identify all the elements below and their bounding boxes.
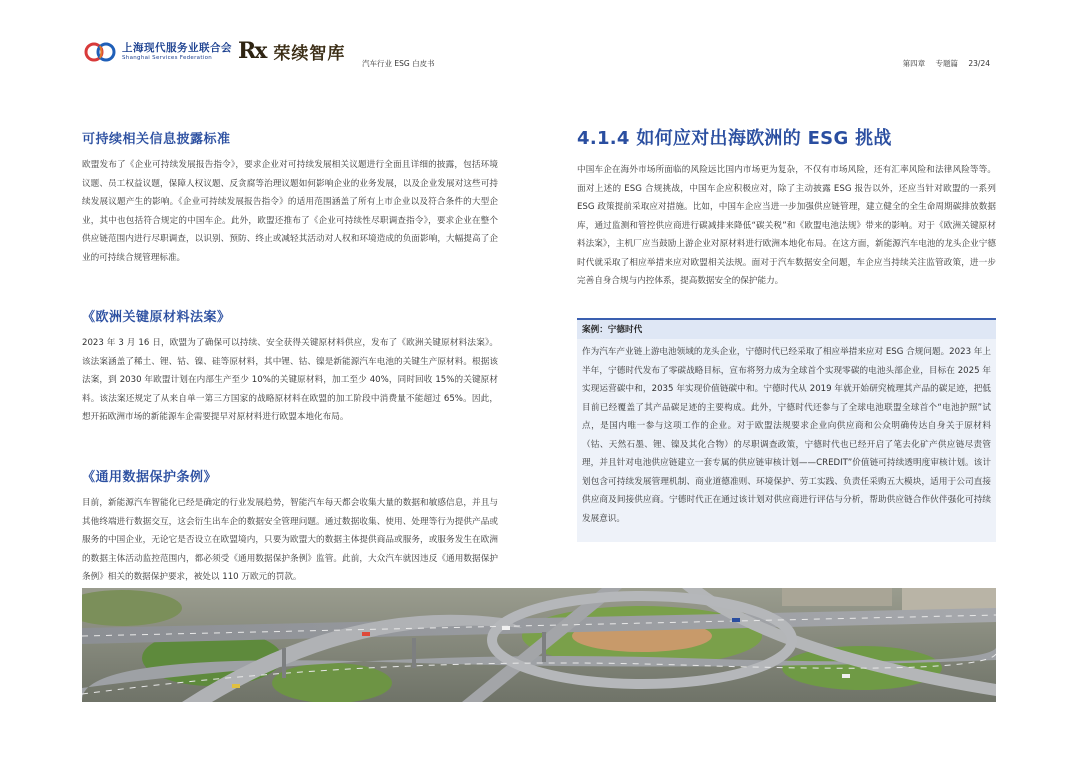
main-heading: 4.1.4 如何应对出海欧洲的 ESG 挑战	[577, 128, 892, 149]
case-study-body: 作为汽车产业链上游电池领域的龙头企业，宁德时代已经采取了相应举措来应对 ESG 合规问题。2023 年上半年，宁德时代发布了零碳战略目标，宣布将努力成为全球首个实现零碳的电池头部企业，目标在 2025 年实现运营碳中和，2035 年实现价值链碳中和。宁德时代从 2019 年就开始研究梳理其产品的碳足迹，把低目前已经覆盖了其产品碳足迹的主要构成。此外，宁德时代还参与了全球电池联盟全球首个“电池护照”试点，是国内唯一参与这项工作的企业。对于欧盟法规要求企业向供应商和公众明确传达自身关于原材料（钴、天然石墨、锂、镍及其化合物）的尽职调查政策，宁德时代也已经开启了笔去化矿产供应链尽责管理，并且针对电池供应链建立一套专属的供应链审核计划——CREDIT”价值链可持续透明度审核计划。该计划包含可持续发展管理机制、商业道德准则、环境保护、劳工实践、负责任采购五大模块，适用于公司直接供应商及间接供应商。宁德时代正在通过该计划对供应商进行评估与分析，帮助供应链合作伙伴强化可持续发展意识。	[582, 347, 991, 524]
think-tank-name: 荣续智库	[273, 43, 346, 64]
section-title: 《通用数据保护条例》	[82, 470, 218, 485]
section-gdpr	[82, 466, 498, 587]
section-label: 专题篇	[935, 59, 958, 68]
federation-logo-icon	[84, 40, 118, 64]
federation-name-cn: 上海现代服务业联合会	[122, 42, 232, 54]
section-critical-raw-materials	[82, 306, 498, 427]
page-header	[0, 0, 1080, 80]
case-study-box	[577, 318, 996, 542]
federation-name-en: Shanghai Services Federation	[122, 54, 213, 61]
federation-logo	[84, 40, 232, 64]
page-number: 23/24	[968, 59, 990, 68]
chapter-info	[895, 58, 990, 69]
section-title: 《欧洲关键原材料法案》	[82, 310, 231, 325]
section-disclosure-standards	[82, 128, 498, 267]
section-body: 2023 年 3 月 16 日，欧盟为了确保可以持续、安全获得关键原材料供应，发布了《欧洲关键原材料法案》。该法案涵盖了稀土、锂、钴、镍、硅等原材料，其中锂、钴、镍是新能源汽车电池的关键生产原材料。根据该法案，到 2030 年欧盟计划在内部生产至少 10%的关键原材料，加工至少 40%，同时回收 15%的关键原材料。该法案还规定了从来自单一第三方国家的战略原材料在欧盟的加工阶段中消费量不能超过 65%。因此，想开拓欧洲市场的新能源车企需要提早对原材料进行欧盟本地化布局。	[82, 338, 498, 422]
highway-interchange-photo	[82, 588, 996, 702]
rx-logo-mark: Rx	[238, 38, 266, 64]
highway-photo-illustration	[82, 588, 996, 702]
section-body: 中国车企在海外市场所面临的风险远比国内市场更为复杂，不仅有市场风险，还有汇率风险和法律风险等等。面对上述的 ESG 合规挑战，中国车企应积极应对，除了主动披露 ESG 报告以外，还应当针对欧盟的一系列 ESG 政策提前采取应对措施。比如，中国车企应当进一步加强供应链管理，建立健全的全生命周期碳排放数据库，通过监测和管控供应商进行碳减排来降低“碳关税”和《欧盟电池法规》带来的影响。对于《欧洲关键原材料法案》，主机厂应当鼓励上游企业对原材料进行欧洲本地化布局。在这方面，新能源汽车电池的龙头企业宁德时代就采取了相应举措来应对欧盟相关法规。面对于汽车数据安全问题，车企应当持续关注监管政策，进一步完善自身合规与内控体系，提高数据安全的保护能力。	[577, 165, 996, 286]
think-tank-logo	[238, 38, 345, 64]
section-title: 可持续相关信息披露标准	[82, 132, 231, 147]
case-study-title: 案例：宁德时代	[577, 318, 996, 339]
document-title: 汽车行业 ESG 白皮书	[362, 59, 435, 68]
section-body: 欧盟发布了《企业可持续发展报告指令》，要求企业对可持续发展相关议题进行全面且详细的披露，包括环境议题、员工权益议题，保障人权议题、反贪腐等治理议题如何影响企业的业务发展，以及企业发展对这些可持续发展议题产生的影响。《企业可持续发展报告指令》的适用范围涵盖了所有上市企业以及符合条件的大型企业，其中也包括符合规定的中国车企。此外，欧盟还推布了《企业可持续性尽职调查指令》，要求企业在整个供应链范围内进行尽职调查，以识别、预防、终止或减轻其活动对人权和环境造成的负面影响，大幅提高了企业的可持续合规管理标准。	[82, 160, 498, 263]
chapter-label: 第四章	[902, 59, 926, 68]
section-esg-challenge	[577, 124, 996, 291]
section-body: 目前，新能源汽车智能化已经是确定的行业发展趋势，智能汽车每天都会收集大量的数据和敏感信息，并且与其他终端进行数据交互，这会衍生出车企的数据安全管理问题。通过数据收集、使用、处理等行为提供产品或服务的中国企业，无论它是否设立在欧盟境内，只要为欧盟大的数据主体提供商品或服务，或服务发生在欧洲的数据主体活动监控范围内，都必须受《通用数据保护条例》监管。此前，大众汽车就因违反《通用数据保护条例》相关的数据保护要求，被处以 110 万欧元的罚款。	[82, 498, 498, 582]
